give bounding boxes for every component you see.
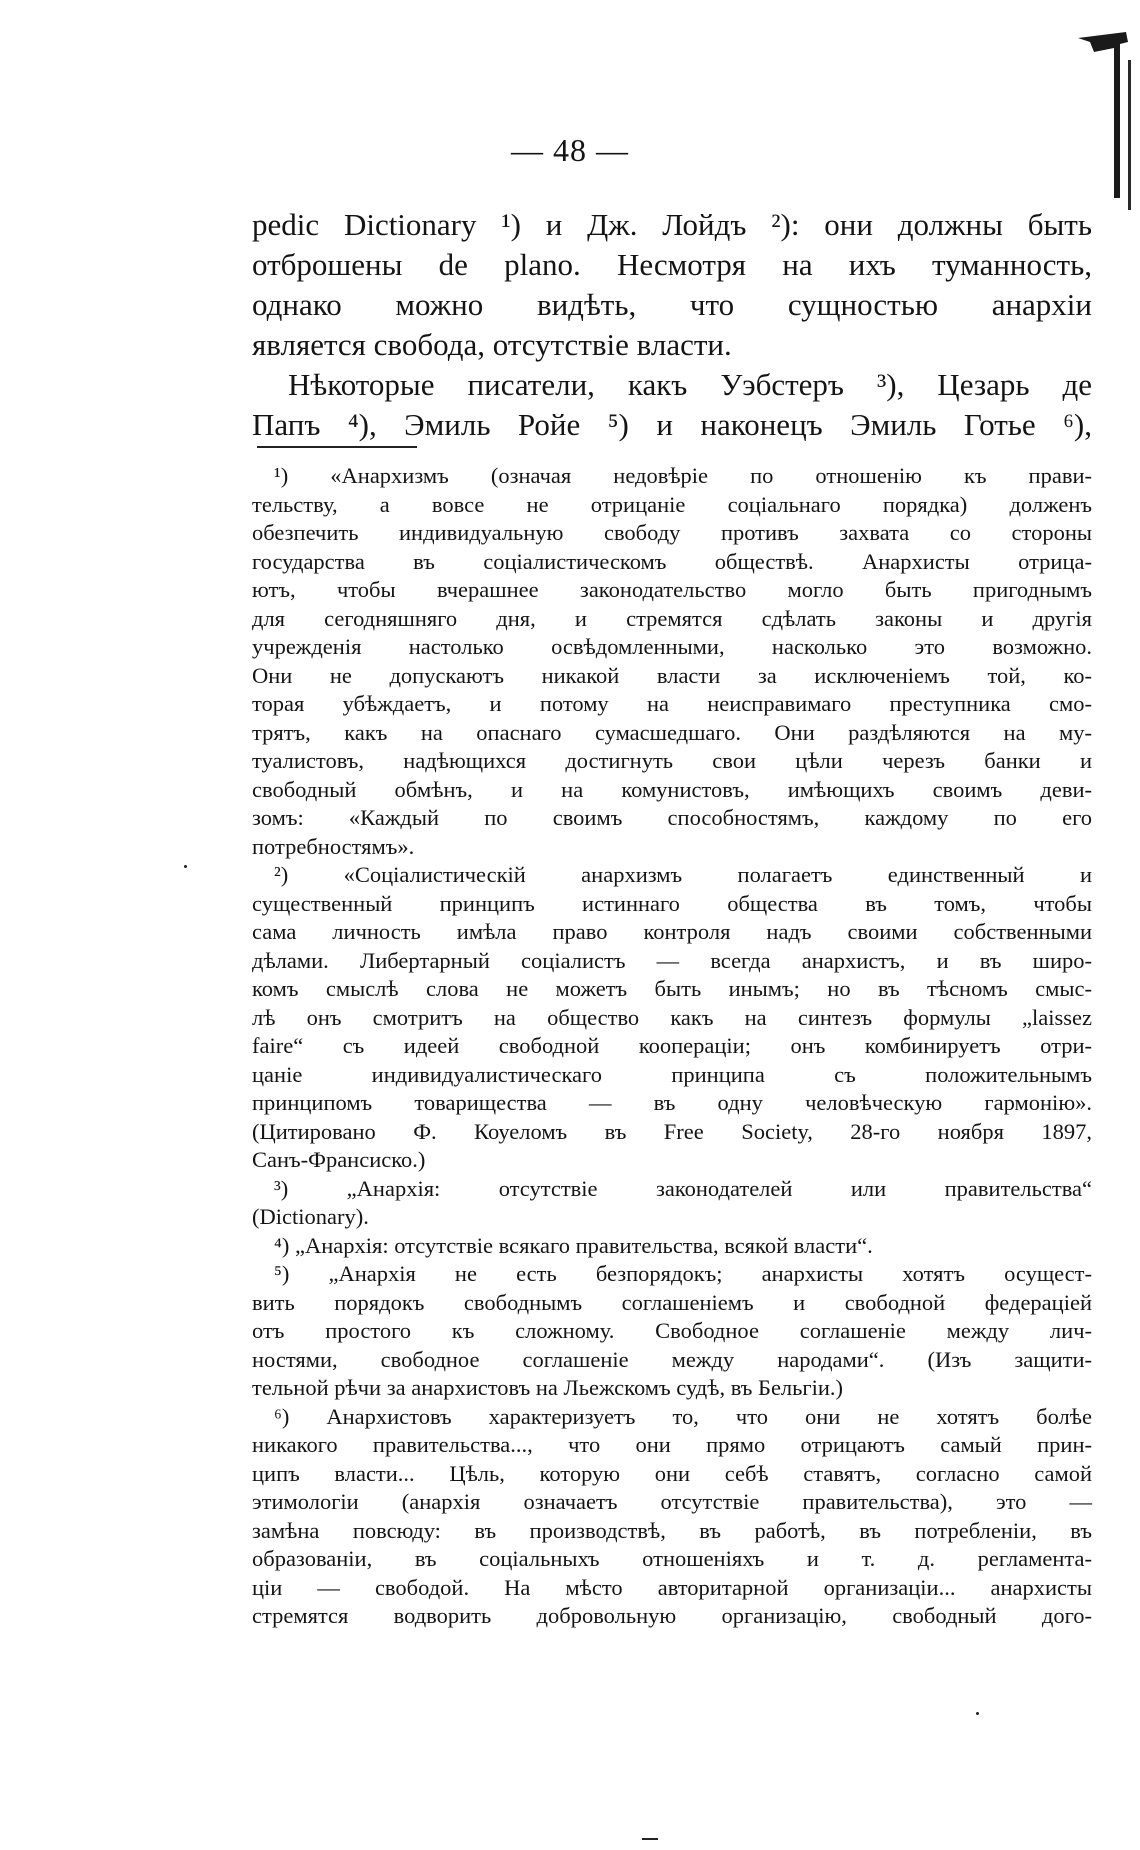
footnote-line: ⁶) Анархистовъ характеризуетъ то, что они не хотятъ болѣе bbox=[274, 1403, 1092, 1429]
main-text-line: отброшены de plano. Несмотря на ихъ туманность, bbox=[252, 247, 1092, 282]
footnote-line: отъ простого къ сложному. Свободное соглашеніе между лич- bbox=[252, 1318, 1092, 1343]
footnote-line: торая убѣждаетъ, и потому на неисправимаго преступника смо- bbox=[252, 691, 1092, 716]
page-number: — 48 — bbox=[511, 132, 629, 168]
scan-speck bbox=[642, 1838, 658, 1840]
footnote-line: ¹) «Анархизмъ (означая недовѣріе по отношенію къ прави- bbox=[274, 463, 1092, 488]
footnote-line: (Dictionary). bbox=[252, 1204, 369, 1229]
main-body-text bbox=[252, 205, 1092, 445]
main-text-line: Папъ ⁴), Эмиль Ройе ⁵) и наконецъ Эмиль Готье ⁶), bbox=[252, 407, 1092, 442]
footnote-line: трятъ, какъ на опаснаго сумасшедшаго. Они раздѣляются на му- bbox=[252, 719, 1092, 745]
footnote-line: стремятся водворить добровольную организацію, свободный дого- bbox=[252, 1603, 1092, 1628]
footnote-line: тельству, а вовсе не отрицаніе соціальнаго порядка) долженъ bbox=[252, 491, 1092, 517]
footnote-line: никакого правительства..., что они прямо отрицаютъ самый прин- bbox=[252, 1432, 1092, 1457]
footnote-line: цаніе индивидуалистическаго принципа съ положительнымъ bbox=[252, 1061, 1092, 1087]
main-text-line: Нѣкоторые писатели, какъ Уэбстеръ ³), Цезарь де bbox=[288, 367, 1092, 402]
footnote-line: (Цитировано Ф. Коуеломъ въ Free Society, 28-го ноября 1897, bbox=[252, 1118, 1092, 1144]
footnote-line: лѣ онъ смотритъ на общество какъ на синтезъ формулы „laissez bbox=[252, 1004, 1092, 1030]
main-text-line: является свобода, отсутствіе власти. bbox=[252, 327, 732, 362]
scan-artifact-top-right bbox=[1074, 28, 1130, 198]
scan-speck bbox=[976, 1712, 979, 1715]
footnote-line: государства въ соціалистическомъ обществѣ. Анархисты отрица- bbox=[252, 548, 1092, 574]
footnote-line: зомъ: «Каждый по своимъ способностямъ, каждому по его bbox=[252, 805, 1092, 830]
footnote-line: туалистовъ, надѣющихся достигнуть свои цѣли черезъ банки и bbox=[252, 748, 1092, 773]
footnote-line: комъ смыслѣ слова не можетъ быть инымъ; но въ тѣсномъ смыс- bbox=[252, 976, 1092, 1001]
footnote-separator bbox=[257, 446, 417, 448]
footnote-line: для сегодняшняго дня, и стремятся сдѣлать законы и другія bbox=[252, 605, 1092, 631]
footnote-line: ностями, свободное соглашеніе между народами“. (Изъ защити- bbox=[252, 1346, 1092, 1372]
footnote-line: принципомъ товарищества — въ одну человѣческую гармонію». bbox=[252, 1090, 1092, 1115]
footnote-line: Санъ-Франсиско.) bbox=[252, 1147, 426, 1172]
footnote-line: ціи — свободой. На мѣсто авторитарной организаціи... анархисты bbox=[252, 1574, 1092, 1600]
footnote-line: дѣлами. Либертарный соціалистъ — всегда анархистъ, и въ широ- bbox=[252, 947, 1092, 973]
footnote-line: ⁵) „Анархія не есть безпорядокъ; анархисты хотятъ осущест- bbox=[274, 1261, 1092, 1286]
footnote-line: этимологіи (анархія означаетъ отсутствіе правительства), это — bbox=[252, 1489, 1092, 1514]
footnote-line: замѣна повсюду: въ производствѣ, въ работѣ, въ потребленіи, въ bbox=[252, 1517, 1092, 1543]
footnote-line: потребностямъ». bbox=[252, 833, 415, 859]
footnote-line: ³) „Анархія: отсутствіе законодателей или правительства“ bbox=[274, 1175, 1092, 1201]
footnotes-block bbox=[252, 462, 1092, 1631]
main-text-line: однако можно видѣть, что сущностью анархіи bbox=[252, 287, 1092, 322]
footnote-line: faire“ съ идеей свободной коопераціи; онъ комбинируетъ отри- bbox=[252, 1033, 1092, 1058]
footnote-line: сама личность имѣла право контроля надъ своими собственными bbox=[252, 919, 1092, 944]
footnote-line: Они не допускаютъ никакой власти за исключеніемъ той, ко- bbox=[252, 662, 1092, 688]
footnote-line: обезпечить индивидуальную свободу противъ захвата со стороны bbox=[252, 520, 1092, 545]
footnote-line: ютъ, чтобы вчерашнее законодательство могло быть пригоднымъ bbox=[252, 577, 1092, 602]
footnote-line: ципъ власти... Цѣль, которую они себѣ ставятъ, согласно самой bbox=[252, 1460, 1092, 1486]
footnote-line: учрежденія настолько освѣдомленными, насколько это возможно. bbox=[252, 634, 1092, 659]
footnote-line: свободный обмѣнъ, и на комунистовъ, имѣющихъ своимъ деви- bbox=[252, 776, 1092, 802]
footnote-line: образованіи, въ соціальныхъ отношеніяхъ и т. д. регламента- bbox=[252, 1546, 1092, 1571]
main-text-line: pedic Dictionary ¹) и Дж. Лойдъ ²): они должны быть bbox=[252, 207, 1092, 242]
footnote-line: тельной рѣчи за анархистовъ на Льежскомъ судѣ, въ Бельгіи.) bbox=[252, 1375, 844, 1400]
footnote-line: существенный принципъ истиннаго общества въ томъ, чтобы bbox=[252, 890, 1092, 916]
footnote-line: вить порядокъ свободнымъ соглашеніемъ и свободной федераціей bbox=[252, 1289, 1092, 1315]
footnote-line: ²) «Соціалистическій анархизмъ полагаетъ единственный и bbox=[274, 862, 1092, 887]
footnote-line: ⁴) „Анархія: отсутствіе всякаго правительства, всякой власти“. bbox=[274, 1232, 873, 1258]
scan-speck bbox=[184, 865, 187, 868]
